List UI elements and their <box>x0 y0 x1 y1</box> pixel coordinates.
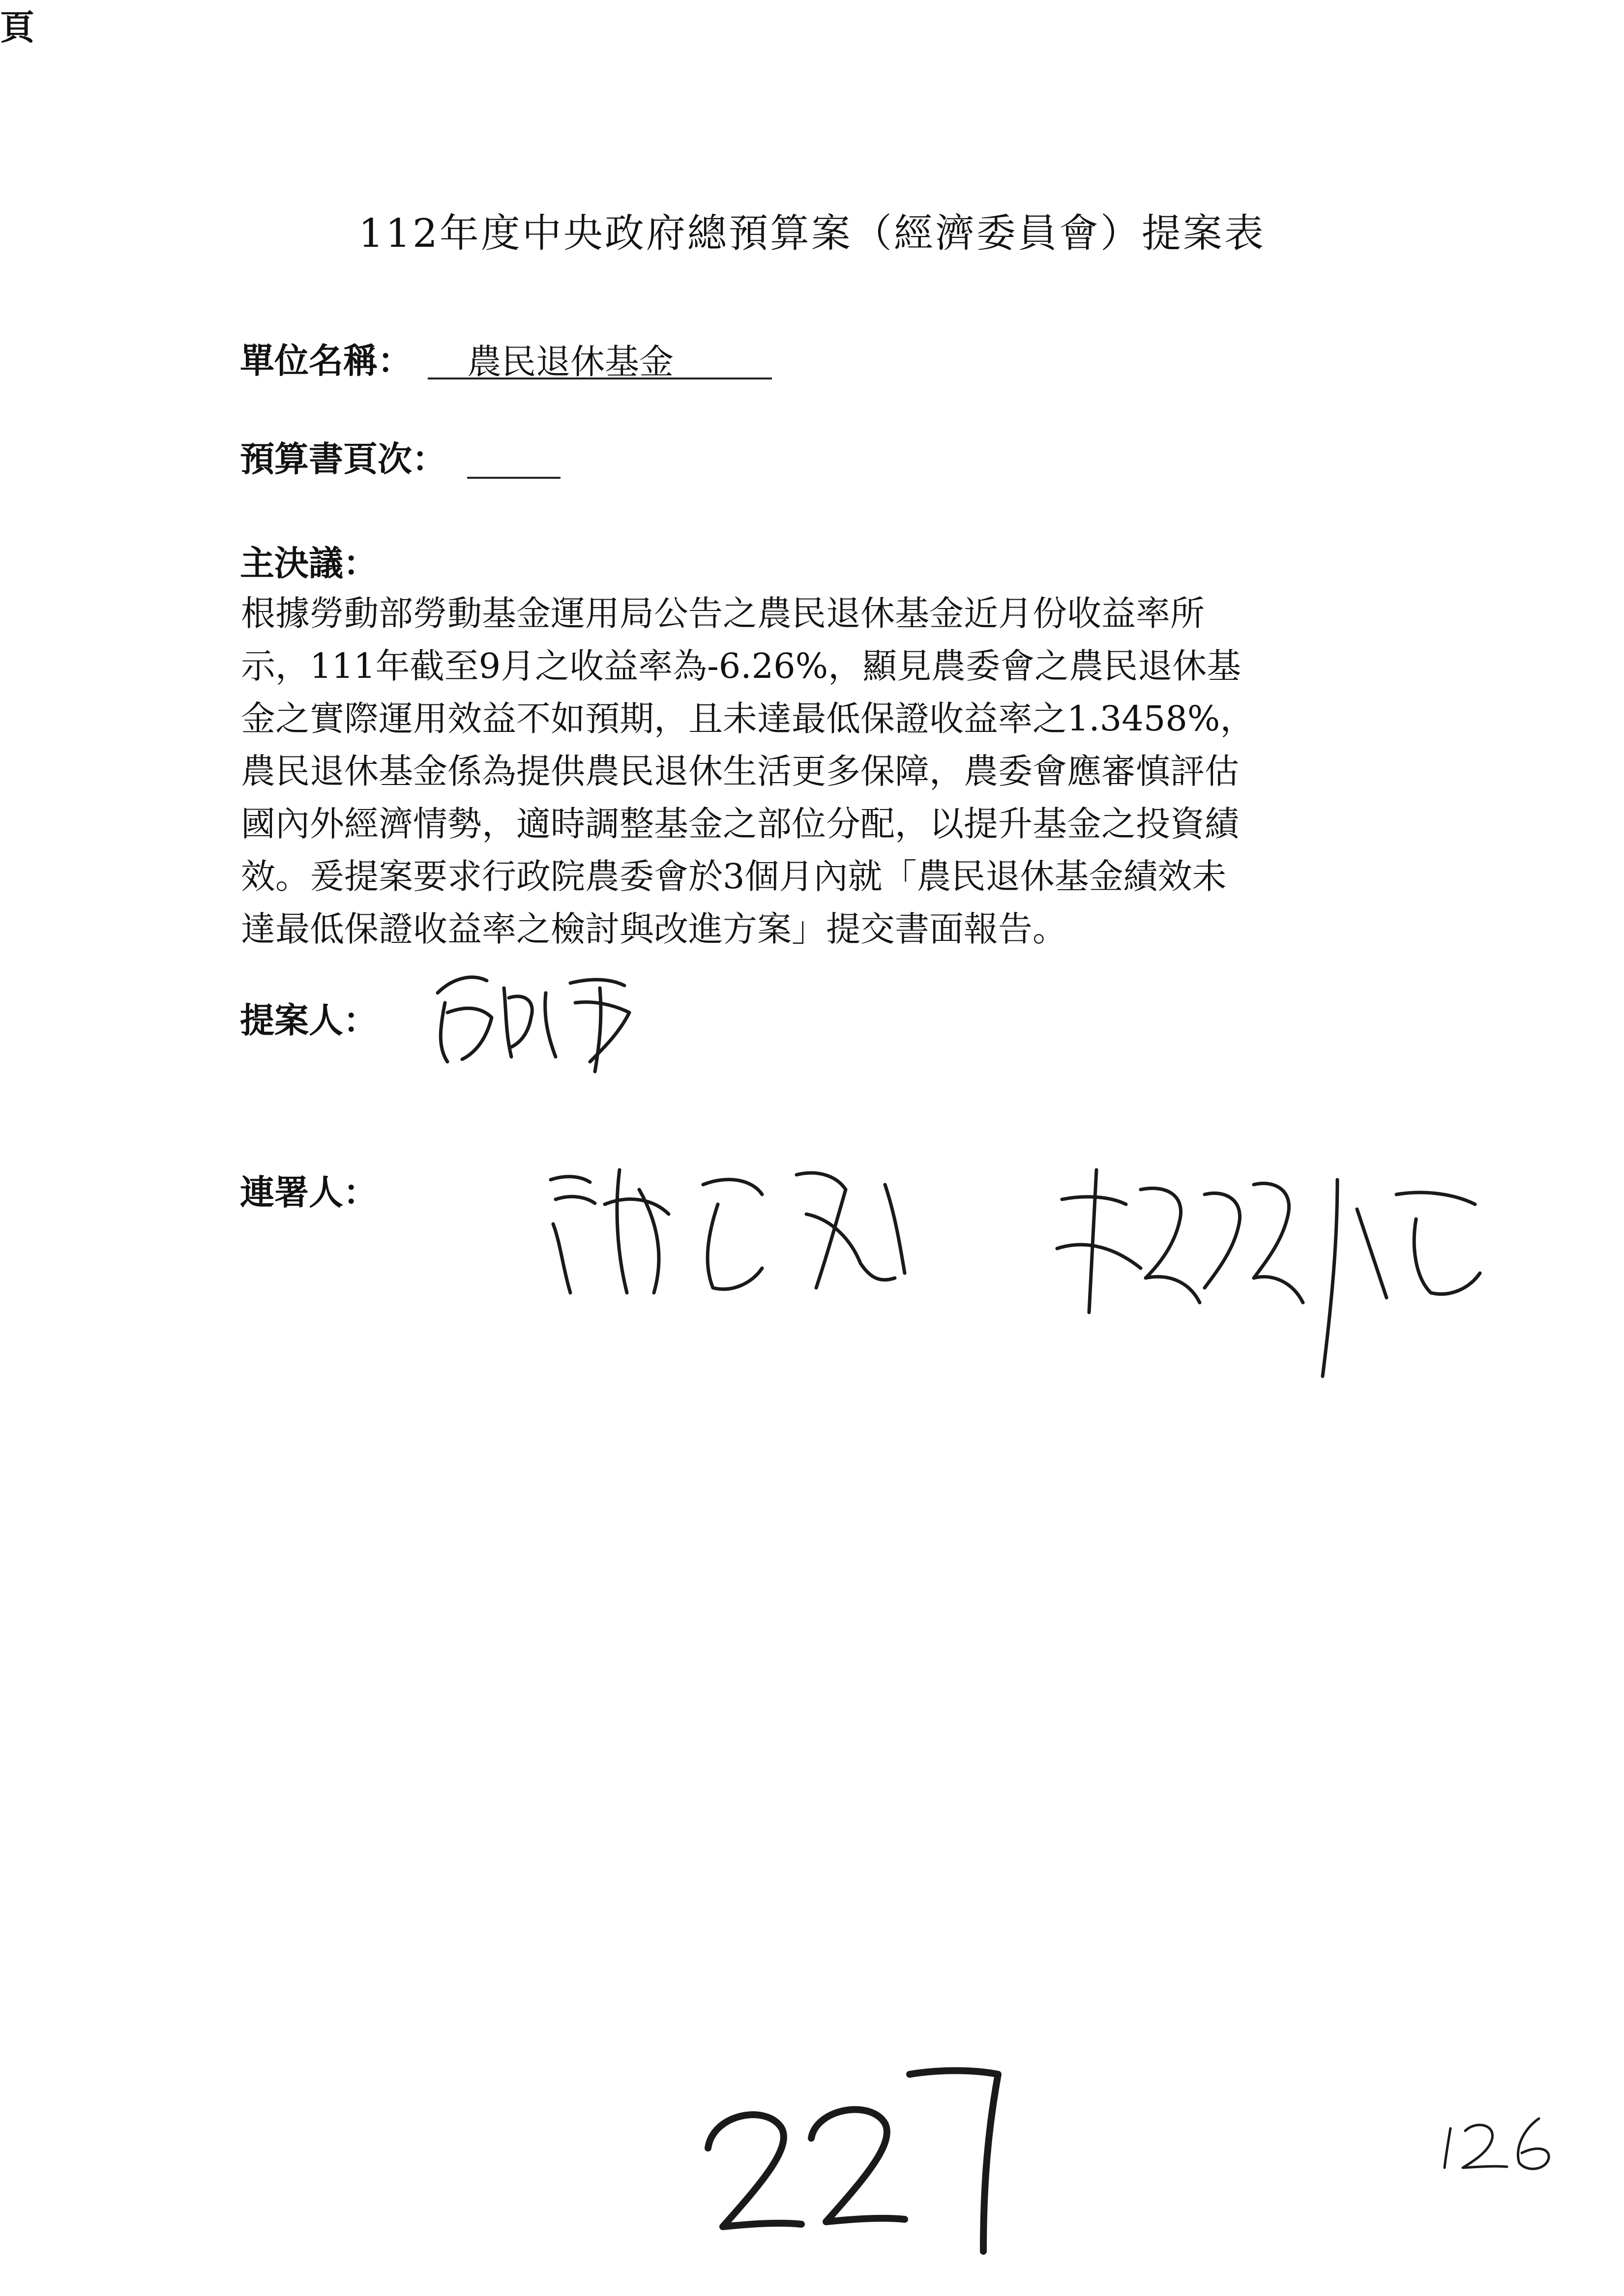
proposer-signature <box>423 959 649 1081</box>
resolution-line: 農民退休基金係為提供農民退休生活更多保障，農委會應審慎評估 <box>241 751 1239 791</box>
cosigners-label: 連署人： <box>240 1172 378 1213</box>
unit-name-label: 單位名稱： <box>240 340 412 381</box>
proposer-label: 提案人： <box>240 1000 378 1041</box>
resolution-line: 達最低保證收益率之檢討與改進方案」提交書面報告。 <box>241 909 1067 949</box>
resolution-line: 國內外經濟情勢，適時調整基金之部位分配，以提升基金之投資績 <box>241 804 1239 844</box>
handwritten-corner-number <box>1441 2104 1564 2178</box>
resolution-line: 效。爰提案要求行政院農委會於3個月內就「農民退休基金績效未 <box>241 856 1227 897</box>
cosigner-signature <box>1042 1150 1495 1386</box>
handwritten-page-number <box>693 2055 1013 2261</box>
document-title: 112年度中央政府總預算案（經濟委員會）提案表 <box>358 210 1266 256</box>
resolution-line: 根據勞動部勞動基金運用局公告之農民退休基金近月份收益率所 <box>241 593 1205 634</box>
cosigner-signature <box>541 1145 983 1322</box>
budget-page-label: 預算書頁次： <box>240 438 446 479</box>
budget-page-blank <box>467 437 561 479</box>
resolution-line: 金之實際運用效益不如預期，且未達最低保證收益率之1.3458%， <box>241 698 1255 739</box>
budget-page-suffix: 頁 <box>0 7 34 48</box>
resolution-label: 主決議： <box>240 543 378 583</box>
unit-name-value: 農民退休基金 <box>467 342 674 382</box>
resolution-body <box>241 587 1362 956</box>
resolution-line: 示，111年截至9月之收益率為-6.26%，顯見農委會之農民退休基 <box>241 646 1241 686</box>
